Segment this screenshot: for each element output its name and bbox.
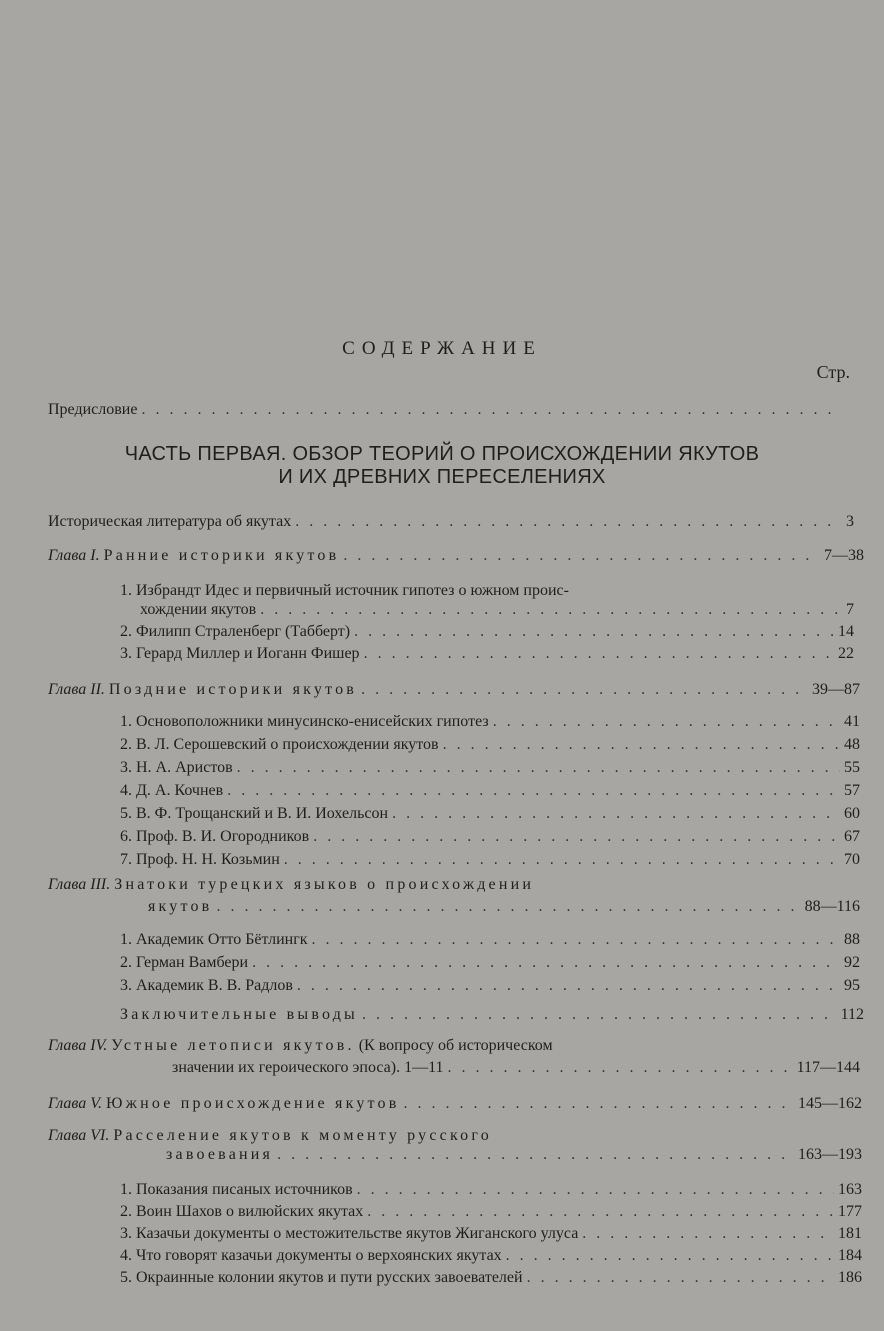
toc-entry-2-5[interactable] — [120, 804, 860, 824]
entry-page: 92 — [844, 954, 860, 971]
chapter-prefix: Глава III. — [48, 876, 111, 893]
dot-leader — [313, 827, 840, 847]
chapter-prefix: Глава VI. — [48, 1127, 110, 1144]
toc-chapter-2[interactable] — [48, 680, 860, 700]
chapter-prefix: Глава I. — [48, 547, 100, 564]
entry-page: 163 — [838, 1181, 862, 1198]
chapter-title: Устные летописи якутов. — [111, 1037, 355, 1054]
entry-label: 5. Окраинные колонии якутов и пути русских завоевателей — [120, 1269, 523, 1286]
entry-page: 145—162 — [798, 1095, 862, 1112]
entry-label: 6. Проф. В. И. Огородников — [120, 828, 310, 845]
dot-leader — [277, 1145, 794, 1165]
entry-label: 3. Академик В. В. Радлов — [120, 977, 293, 994]
toc-entry-6-4[interactable] — [120, 1246, 862, 1266]
entry-page: 7 — [846, 601, 854, 618]
chapter-prefix: Глава V. — [48, 1095, 102, 1112]
dot-leader — [357, 1180, 834, 1200]
entry-label: 5. В. Ф. Трощанский и В. И. Иохельсон — [120, 805, 389, 822]
entry-label: хождении якутов — [140, 601, 257, 618]
entry-page: 163—193 — [798, 1146, 862, 1163]
toc-entry-2-2[interactable] — [120, 735, 860, 755]
toc-entry-1-1-line1[interactable]: 1. Избрандт Идес и первичный источник гипотез о южном проис- — [120, 582, 569, 599]
dot-leader — [312, 930, 840, 950]
entry-label: 1. Основоположники минусинско-енисейских гипотез — [120, 713, 489, 730]
chapter-prefix: Глава II. — [48, 681, 105, 698]
entry-label: 4. Д. А. Кочнев — [120, 782, 224, 799]
entry-page: 60 — [844, 805, 860, 822]
entry-label: 7. Проф. Н. Н. Козьмин — [120, 851, 280, 868]
toc-entry-1-1[interactable] — [140, 600, 854, 620]
dot-leader — [297, 976, 840, 996]
entry-page: 67 — [844, 828, 860, 845]
toc-entry-6-2[interactable] — [120, 1202, 862, 1222]
toc-entry-6-1[interactable] — [120, 1180, 862, 1200]
toc-entry-2-7[interactable] — [120, 850, 860, 870]
toc-entry-3-3[interactable] — [120, 976, 860, 996]
entry-label: 1. Показания писаных источников — [120, 1181, 353, 1198]
toc-chapter-6-line1[interactable] — [48, 1126, 492, 1146]
toc-entry-2-1[interactable] — [120, 712, 860, 732]
entry-page: 117—144 — [796, 1059, 860, 1076]
toc-chapter-1[interactable] — [48, 546, 864, 566]
dot-leader — [404, 1094, 795, 1114]
chapter-title: Южное происхождение якутов — [105, 1095, 400, 1112]
entry-page: 184 — [838, 1247, 862, 1264]
toc-entry-2-6[interactable] — [120, 827, 860, 847]
entry-label: 1. Академик Отто Бётлингк — [120, 931, 308, 948]
entry-page: 39—87 — [812, 681, 860, 698]
entry-page: 48 — [844, 736, 860, 753]
toc-entry-conclusions[interactable] — [120, 1005, 864, 1025]
entry-label: 2. Филипп Страленберг (Табберт) — [120, 623, 351, 640]
toc-chapter-4[interactable] — [172, 1058, 860, 1078]
entry-page: 57 — [844, 782, 860, 799]
dot-leader — [582, 1224, 834, 1244]
entry-page: 88—116 — [804, 898, 860, 915]
entry-label: 2. Герман Вамбери — [120, 954, 249, 971]
dot-leader — [237, 758, 840, 778]
entry-label: Историческая литература об якутах — [48, 513, 292, 530]
dot-leader — [367, 1202, 834, 1222]
dot-leader — [295, 512, 842, 532]
dot-leader — [354, 622, 834, 642]
entry-label: Предисловие — [48, 401, 138, 418]
entry-page: 177 — [838, 1203, 862, 1220]
page-column-label: Стр. — [816, 362, 850, 382]
toc-entry-3-1[interactable] — [120, 930, 860, 950]
chapter-title: Поздние историки якутов — [108, 681, 358, 698]
toc-entry-6-3[interactable] — [120, 1224, 862, 1244]
entry-page: 181 — [838, 1225, 862, 1242]
toc-entry-1-3[interactable] — [120, 644, 854, 664]
entry-label: 4. Что говорят казачьи документы о верхоянских якутах — [120, 1247, 502, 1264]
toc-entry-3-2[interactable] — [120, 953, 860, 973]
dot-leader — [493, 712, 840, 732]
part-title-line-1: ЧАСТЬ ПЕРВАЯ. ОБЗОР ТЕОРИЙ О ПРОИСХОЖДЕНИИ ЯКУТОВ — [124, 443, 760, 465]
dot-leader — [364, 644, 834, 664]
toc-entry-2-3[interactable] — [120, 758, 860, 778]
entry-page: 88 — [844, 931, 860, 948]
dot-leader — [260, 600, 842, 620]
dot-leader — [227, 781, 840, 801]
entry-label: 3. Казачьи документы о местожительстве якутов Жиганского улуса — [120, 1225, 579, 1242]
entry-page: 70 — [844, 851, 860, 868]
entry-page: 22 — [838, 645, 854, 662]
chapter-subtitle-cont: значении их героического эпоса). 1—11 — [172, 1059, 444, 1076]
chapter-title: Ранние историки якутов — [103, 547, 340, 564]
chapter-title-cont: завоевания — [166, 1146, 274, 1163]
dot-leader — [252, 953, 840, 973]
toc-entry-historical-literature[interactable] — [48, 512, 854, 532]
toc-chapter-4-line1[interactable] — [48, 1036, 553, 1056]
toc-entry-1-2[interactable] — [120, 622, 854, 642]
entry-page: 7—38 — [824, 547, 864, 564]
dot-leader — [392, 804, 840, 824]
entry-page: 41 — [844, 713, 860, 730]
dot-leader — [448, 1058, 793, 1078]
dot-leader — [362, 1005, 837, 1025]
chapter-title-cont: якутов — [148, 898, 213, 915]
entry-label: 2. Воин Шахов о вилюйских якутах — [120, 1203, 364, 1220]
entry-label: 2. В. Л. Серошевский о происхождении якутов — [120, 736, 439, 753]
part-title-line-2: И ИХ ДРЕВНИХ ПЕРЕСЕЛЕНИЯХ — [278, 466, 606, 488]
toc-chapter-3[interactable] — [148, 897, 860, 917]
dot-leader — [527, 1268, 834, 1288]
dot-leader — [361, 680, 808, 700]
toc-chapter-5[interactable] — [48, 1094, 862, 1114]
toc-entry-6-5[interactable] — [120, 1268, 862, 1288]
entry-page: 14 — [838, 623, 854, 640]
chapter-prefix: Глава IV. — [48, 1037, 108, 1054]
toc-entry-2-4[interactable] — [120, 781, 860, 801]
dot-leader — [141, 400, 840, 420]
dot-leader — [343, 546, 820, 566]
dot-leader — [443, 735, 840, 755]
toc-chapter-6[interactable] — [166, 1145, 862, 1165]
chapter-title: Знатоки турецких языков о происхождении — [114, 876, 535, 893]
entry-label: 3. Н. А. Аристов — [120, 759, 233, 776]
chapter-subtitle: (К вопросу об историческом — [358, 1037, 553, 1054]
toc-entry-preface[interactable] — [48, 400, 844, 420]
dot-leader — [216, 897, 800, 917]
toc-chapter-3-line1[interactable] — [48, 875, 534, 895]
entry-label: 3. Герард Миллер и Иоганн Фишер — [120, 645, 360, 662]
chapter-title: Расселение якутов к моменту русского — [113, 1127, 492, 1144]
entry-page: 55 — [844, 759, 860, 776]
entry-page: 186 — [838, 1269, 862, 1286]
entry-label: Заключительные выводы — [120, 1006, 358, 1023]
page-title: СОДЕРЖАНИЕ — [342, 338, 542, 359]
dot-leader — [506, 1246, 834, 1266]
dot-leader — [284, 850, 840, 870]
entry-page: 3 — [846, 513, 854, 530]
entry-page: 112 — [840, 1006, 864, 1023]
part-title — [0, 443, 884, 489]
entry-page: 95 — [844, 977, 860, 994]
